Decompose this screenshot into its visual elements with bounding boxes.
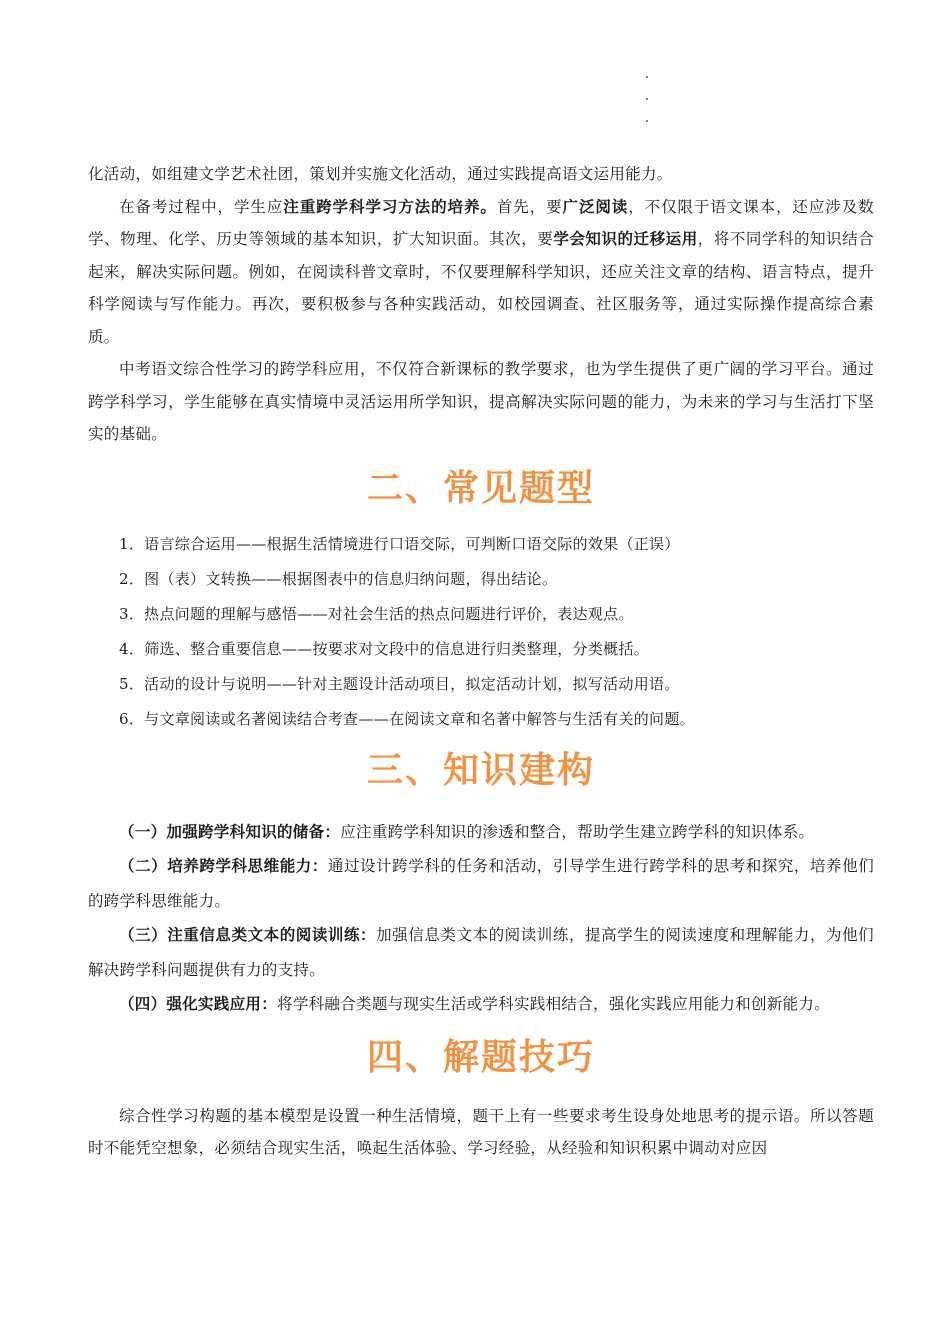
knowledge-item-head: （三）注重信息类文本的阅读训练： — [119, 925, 377, 944]
knowledge-item — [88, 918, 874, 987]
knowledge-item-body: 将学科融合类题与现实生活或学科实践相结合，强化实践应用能力和创新能力。 — [277, 995, 831, 1013]
section-heading-skills: 四、解题技巧 — [366, 1036, 595, 1078]
emphasis-text: 注重跨学科学习方法的培养。 — [283, 196, 497, 216]
section-heading-knowledge: 三、知识建构 — [366, 749, 595, 791]
list-item: 6．与文章阅读或名著阅读结合考查——在阅读文章和名著中解答与生活有关的问题。 — [119, 709, 695, 728]
text-run: 首先，要 — [496, 197, 563, 216]
knowledge-item-head: （二）培养跨学科思维能力： — [119, 856, 328, 875]
section-heading-question-types: 二、常见题型 — [366, 467, 595, 509]
emphasis-text: 广泛阅读 — [562, 196, 629, 216]
knowledge-list — [88, 815, 874, 1022]
dot-mark — [646, 76, 648, 78]
knowledge-item-body: 通过设计跨学科的任务和活动，引导学生进行跨学科的思考和探究，培养他们的跨学科思维能力。 — [88, 857, 874, 910]
knowledge-item-body: 加强信息类文本的阅读训练，提高学生的阅读速度和理解能力，为他们解决跨学科问题提供有力的支持。 — [88, 926, 874, 979]
knowledge-item-body: 应注重跨学科知识的渗透和整合，帮助学生建立跨学科的知识体系。 — [340, 822, 815, 841]
knowledge-item — [88, 987, 874, 1022]
knowledge-item — [88, 815, 874, 850]
skills-paragraph: 综合性学习构题的基本模型是设置一种生活情境，题干上有一些要求考生设身处地思考的提示语。所以答题时不能凭空想象，必须结合现实生活，唤起生活体验、学习经验，从经验和知识积累中调动对应因 — [88, 1106, 874, 1157]
text-run: ，将不同学科的知识结合起来，解决实际问题。例如，在阅读科普文章时，不仅要理解科学知识，还应关注文章的结构、语言特点，提升科学阅读与写作能力。再次，要积极参与各种实践活动，如校园调查、社区服务等，通过实际操作提高综合素质。 — [88, 230, 875, 346]
list-item: 1．语言综合运用——根据生活情境进行口语交际，可判断口语交际的效果（正误） — [119, 534, 680, 553]
knowledge-item — [88, 849, 874, 918]
intro-paragraph-2 — [88, 191, 874, 354]
list-item: 3．热点问题的理解与感悟——对社会生活的热点问题进行评价，表达观点。 — [119, 604, 634, 623]
intro-paragraph-1: 化活动，如组建文学艺术社团，策划并实施文化活动，通过实践提高语文运用能力。 — [88, 165, 673, 183]
knowledge-item-head: （四）强化实践应用： — [119, 994, 278, 1013]
knowledge-item-head: （一）加强跨学科知识的储备： — [119, 821, 341, 841]
text-run: 在备考过程中，学生应 — [119, 197, 284, 216]
list-item: 2．图（表）文转换——根据图表中的信息归纳问题，得出结论。 — [119, 569, 558, 588]
document-body — [88, 158, 874, 1165]
intro-paragraph-3: 中考语文综合性学习的跨学科应用，不仅符合新课标的教学要求，也为学生提供了更广阔的学习平台。通过跨学科学习，学生能够在真实情境中灵活运用所学知识，提高解决实际问题的能力，为未来的学习与生活打下坚实的基础。 — [88, 360, 874, 443]
dot-mark — [646, 120, 648, 122]
text-run: ，不仅限于语文课本，还应涉及数学、物理、化学、历史等领域的基本知识，扩大知识面。其次，要 — [88, 197, 874, 248]
list-item: 4．筛选、整合重要信息——按要求对文段中的信息进行归类整理，分类概括。 — [119, 639, 650, 658]
list-item: 5．活动的设计与说明——针对主题设计活动项目，拟定活动计划，拟写活动用语。 — [119, 674, 680, 693]
emphasis-text: 学会知识的迁移运用 — [553, 229, 698, 248]
margin-dots — [646, 76, 650, 142]
dot-mark — [646, 98, 648, 100]
question-types-list — [88, 527, 874, 737]
